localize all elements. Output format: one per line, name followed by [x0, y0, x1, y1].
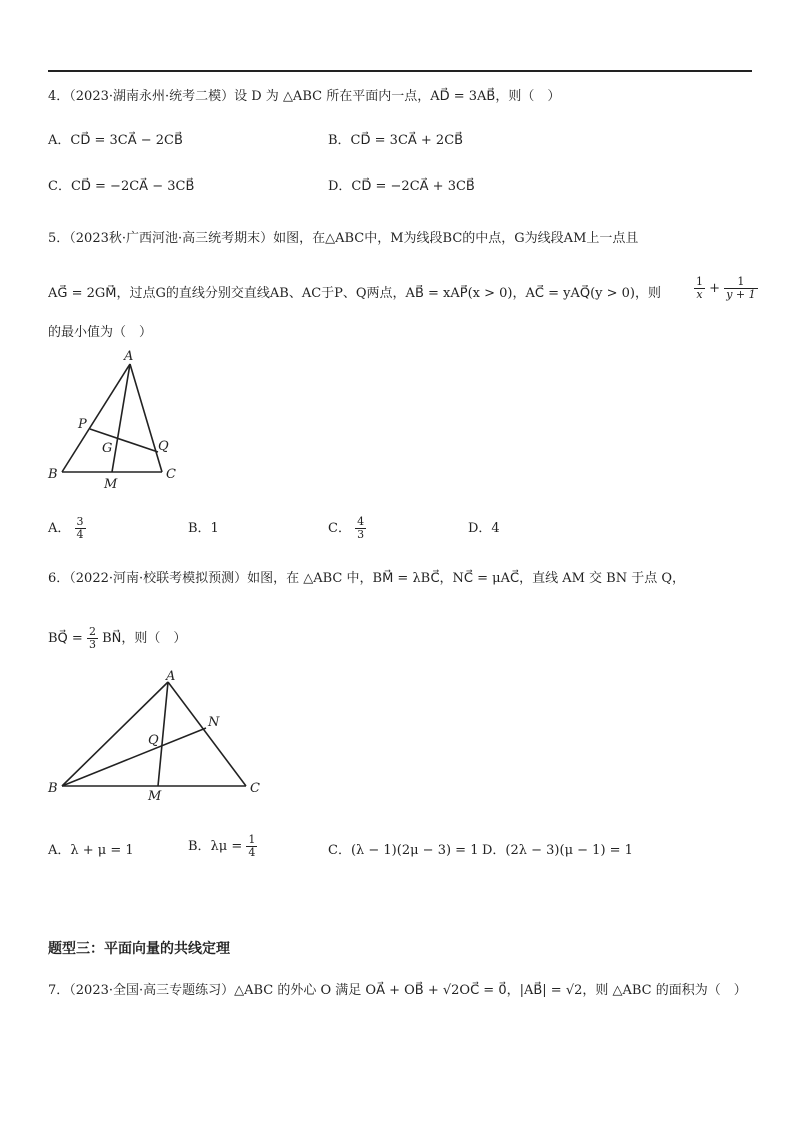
q5-label-B: B: [48, 467, 58, 482]
q5-label-A: A: [124, 349, 134, 364]
q5-frac-2: $\frac{1}{y + 1}$: [726, 275, 756, 301]
q4-option-c: C．CD⃗ = −2CA⃗ − 3CB⃗: [48, 179, 195, 194]
q5-label-M: M: [104, 477, 118, 492]
q5-frac-1: $\frac{1}{x}$: [696, 275, 703, 301]
q6-line-AM: [158, 682, 168, 786]
q6-option-b: B．λμ = $\frac{1}{4}$: [188, 833, 256, 859]
q6-label-A: A: [166, 669, 176, 684]
q5-label-C: C: [166, 467, 176, 482]
q5-stem-line1: 5．（2023秋·广西河池·高三统考期末）如图，在△ABC中，M为线段BC的中点，G为线段AM上一点且: [48, 231, 639, 246]
q6-label-Q: Q: [148, 733, 159, 748]
q4-option-b: B．CD⃗ = 3CA⃗ + 2CB⃗: [328, 133, 464, 148]
q6-option-c: C．(λ − 1)(2μ − 3) = 1: [328, 843, 479, 858]
q6-line-BN: [62, 728, 206, 786]
q6-option-d: D．(2λ − 3)(μ − 1) = 1: [482, 843, 633, 858]
section-heading: 题型三：平面向量的共线定理: [48, 941, 230, 957]
q5-plus: +: [709, 281, 721, 296]
q4-stem: 4．（2023·湖南永州·统考二模）设 D 为 △ABC 所在平面内一点，AD⃗ = 3AB⃗，则（ ）: [48, 89, 561, 104]
q4-option-a: A．CD⃗ = 3CA⃗ − 2CB⃗: [48, 133, 183, 148]
q6-stem-line1: 6．（2022·河南·校联考模拟预测）如图，在 △ABC 中，BM⃗ = λBC⃗，NC⃗ = μAC⃗，直线 AM 交 BN 于点 Q，: [48, 571, 686, 586]
q5-option-b: B．1: [188, 521, 219, 536]
q5-stem-line2: AG⃗ = 2GM⃗，过点G的直线分别交直线AB、AC于P、Q两点，AB⃗ = xAP⃗(x > 0)，AC⃗ = yAQ⃗(y > 0)，则: [48, 286, 661, 301]
q5-option-c: C． $\frac{4}{3}$: [328, 515, 365, 541]
q6-label-C: C: [250, 781, 260, 796]
q6-label-N: N: [208, 715, 220, 730]
q5-label-Q: Q: [158, 439, 169, 454]
q6-label-M: M: [148, 789, 162, 804]
q5-label-G: G: [102, 441, 113, 456]
q5-option-a: A． $\frac{3}{4}$: [48, 515, 84, 541]
q5-option-d: D．4: [468, 521, 500, 536]
q5-stem-line3: 的最小值为（ ）: [48, 325, 153, 340]
q6-label-B: B: [48, 781, 58, 796]
q6-option-a: A．λ + μ = 1: [48, 843, 134, 858]
q5-label-P: P: [78, 417, 87, 432]
q6-stem-line2: BQ⃗ = $\frac{2}{3}$ BN⃗，则（ ）: [48, 625, 187, 651]
q4-option-d: D．CD⃗ = −2CA⃗ + 3CB⃗: [328, 179, 475, 194]
q6-side-AC: [168, 682, 246, 786]
q7-stem: 7．（2023·全国·高三专题练习）△ABC 的外心 O 满足 OA⃗ + OB⃗ + √2OC⃗ = 0⃗，|AB⃗| = √2，则 △ABC 的面积为（ ）: [48, 983, 747, 998]
